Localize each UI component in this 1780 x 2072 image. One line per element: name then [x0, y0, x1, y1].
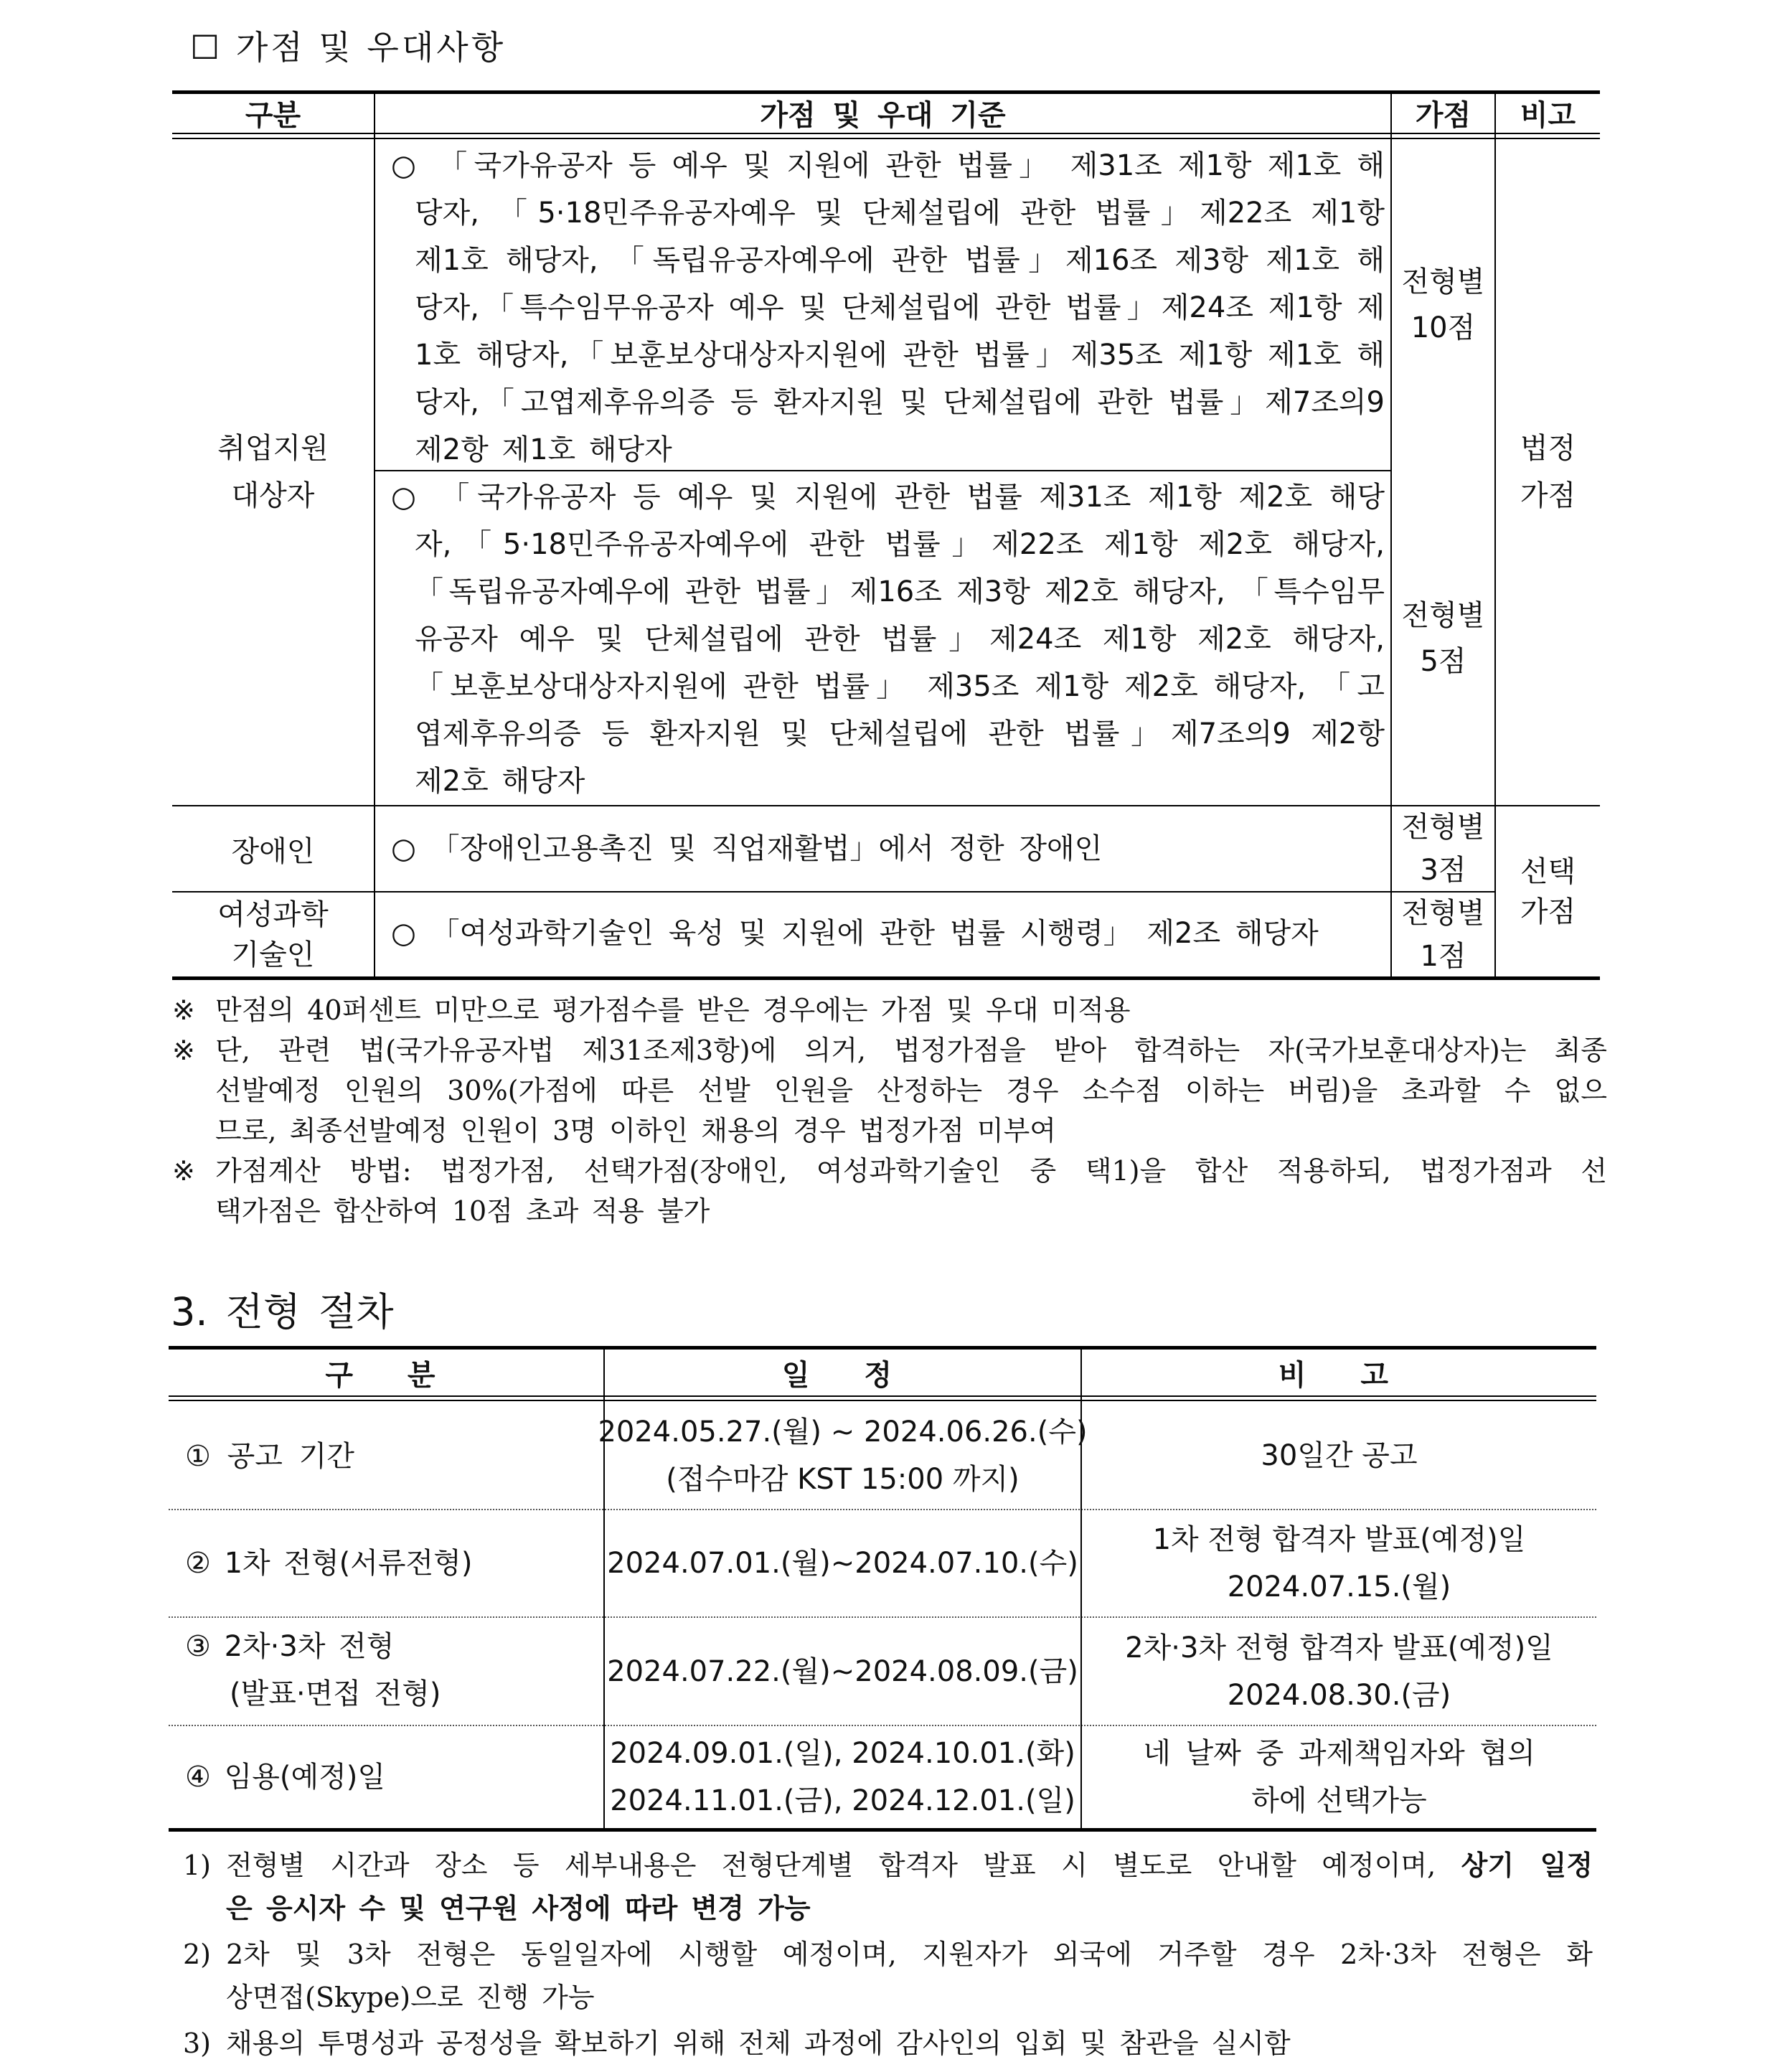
- note-line: 택가점은 합산하여 10점 초과 적용 불가: [215, 1195, 710, 1227]
- procedure-heading: 3. 전형 절차: [171, 1289, 394, 1334]
- criteria-line: 제2호 해당자: [415, 765, 585, 798]
- note-line: 가점계산 방법: 법정가점, 선택가점(장애인, 여성과학기술인 중 택1)을 합산 적용하되, 법정가점과 선: [215, 1155, 1607, 1187]
- category-disabled: 장애인: [231, 834, 315, 868]
- note-line: 2차 및 3차 전형은 동일일자에 시행할 예정이며, 지원자가 외국에 거주할 경우 2차·3차 전형은 화: [226, 1939, 1593, 1970]
- remark-document-screening: [1082, 1510, 1596, 1616]
- remark-line: 2024.08.30.(금): [1227, 1678, 1451, 1712]
- points-employment-1: [1392, 139, 1494, 471]
- note-line: 단, 관련 법(국가유공자법 제31조제3항)에 의거, 법정가점을 받아 합격하는 자(국가보훈대상자)는 최종: [215, 1035, 1607, 1066]
- points-line: 전형별: [1401, 265, 1485, 298]
- remark-line: 30일간 공고: [1261, 1439, 1418, 1472]
- schedule-appointment: [605, 1726, 1080, 1828]
- schedule-document-screening: [605, 1510, 1080, 1616]
- points-line: 5점: [1420, 644, 1466, 678]
- note-emphasis: 상기 일정: [1461, 1849, 1593, 1881]
- points-line: 전형별: [1401, 598, 1485, 632]
- note-mark: ※: [172, 1155, 195, 1187]
- remark-announcement: [1082, 1403, 1596, 1509]
- points-line: 1점: [1420, 939, 1466, 973]
- note-mark: ※: [172, 1035, 195, 1066]
- category-women-science: [172, 893, 374, 976]
- section-heading: ☐ 가점 및 우대사항: [190, 28, 507, 67]
- remark-line: 하에 선택가능: [1251, 1784, 1427, 1817]
- criteria-line: 엽제후유의증 등 환자지원 및 단체설립에 관한 법률」제7조의9 제2항: [415, 717, 1385, 750]
- stage-document-screening: ② 1차 전형(서류전형): [185, 1547, 473, 1580]
- criteria-line: 당자,「고엽제후유의증 등 환자지원 및 단체설립에 관한 법률」제7조의9: [415, 386, 1385, 419]
- criteria-line: 제2항 제1호 해당자: [415, 433, 672, 466]
- note-line: 가점: [1520, 479, 1576, 512]
- criteria-line: 「보훈보상대상자지원에 관한 법률」 제35조 제1항 제2호 해당자, 「고: [415, 670, 1385, 703]
- note-statutory-bonus: [1496, 139, 1600, 805]
- criteria-line: 유공자 예우 및 단체설립에 관한 법률」제24조 제1항 제2호 해당자,: [415, 623, 1385, 656]
- schedule-line: 2024.09.01.(일), 2024.10.01.(화): [610, 1737, 1075, 1770]
- category-employment-support: [172, 139, 374, 805]
- note-number: 3): [183, 2028, 212, 2059]
- note-line: 상면접(Skype)으로 진행 가능: [226, 1982, 595, 2013]
- header-points: 가점: [1415, 98, 1471, 132]
- remark-appointment: [1082, 1726, 1596, 1828]
- schedule-line: 2024.07.01.(월)~2024.07.10.(수): [607, 1547, 1078, 1580]
- stage-line: ③ 2차·3차 전형: [185, 1630, 395, 1663]
- note-line: 채용의 투명성과 공정성을 확보하기 위해 전체 과정에 감사인의 입회 및 참관을 실시함: [226, 2028, 1291, 2059]
- schedule-line: 2024.11.01.(금), 2024.12.01.(일): [610, 1784, 1075, 1817]
- note-line: [226, 1844, 1593, 1887]
- schedule-line: 2024.05.27.(월) ~ 2024.06.26.(수): [598, 1416, 1088, 1449]
- criteria-line: 「독립유공자예우에 관한 법률」제16조 제3항 제2호 해당자, 「특수임무: [415, 575, 1385, 608]
- schedule-interview: [605, 1618, 1080, 1725]
- criteria-disabled: ○ 「장애인고용촉진 및 직업재활법」에서 정한 장애인: [391, 832, 1103, 865]
- note-line: 가점: [1520, 895, 1576, 928]
- points-line: 전형별: [1401, 896, 1485, 930]
- header-schedule: 일 정: [781, 1358, 904, 1392]
- note-line: 므로, 최종선발예정 인원이 3명 이하인 채용의 경우 법정가점 미부여: [215, 1115, 1057, 1146]
- criteria-women-science: ○ 「여성과학기술인 육성 및 지원에 관한 법률 시행령」 제2조 해당자: [391, 917, 1319, 950]
- remark-interview: [1082, 1618, 1596, 1725]
- criteria-line: 당자,「특수임무유공자 예우 및 단체설립에 관한 법률」제24조 제1항 제: [415, 291, 1385, 324]
- criteria-line: 당자, 「5·18민주유공자예우 및 단체설립에 관한 법률」제22조 제1항: [415, 197, 1385, 230]
- header-criteria: 가점 및 우대 기준: [760, 98, 1006, 132]
- note-text: 전형별 시간과 장소 등 세부내용은 전형단계별 합격자 발표 시 별도로 안내할 예정이며,: [226, 1850, 1461, 1881]
- note-line: 만점의 40퍼센트 미만으로 평가점수를 받은 경우에는 가점 및 우대 미적용: [215, 994, 1131, 1026]
- criteria-line: ○ 「국가유공자 등 예우 및 지원에 관한 법률 제31조 제1항 제2호 해당: [391, 481, 1385, 514]
- criteria-line: 제1호 해당자, 「독립유공자예우에 관한 법률」제16조 제3항 제1호 해: [415, 244, 1385, 277]
- schedule-line: (접수마감 KST 15:00 까지): [666, 1463, 1020, 1496]
- schedule-announcement: [598, 1403, 1088, 1509]
- header-category: 구분: [245, 98, 301, 132]
- stage-announcement: ① 공고 기간: [185, 1440, 354, 1473]
- points-employment-2: [1392, 471, 1494, 805]
- category-line: 기술인: [231, 938, 315, 971]
- points-line: 3점: [1420, 854, 1466, 887]
- stage-appointment: ④ 임용(예정)일: [185, 1761, 385, 1794]
- remark-line: 네 날짜 중 과제책임자와 협의: [1143, 1737, 1535, 1770]
- criteria-line: 1호 해당자,「보훈보상대상자지원에 관한 법률」제35조 제1항 제1호 해: [415, 339, 1385, 372]
- stage-interview: [185, 1623, 441, 1718]
- note-line: 법정: [1520, 432, 1576, 465]
- points-line: 10점: [1411, 311, 1476, 344]
- remark-line: 2024.07.15.(월): [1227, 1571, 1451, 1604]
- points-women-science: [1392, 893, 1494, 976]
- header-note: 비고: [1520, 98, 1576, 132]
- points-line: 전형별: [1401, 811, 1485, 844]
- note-optional-bonus: [1496, 806, 1600, 976]
- category-line: 여성과학: [217, 898, 329, 931]
- note-number: 2): [183, 1939, 212, 1970]
- note-number: 1): [183, 1850, 212, 1881]
- note-line: 선택: [1520, 854, 1576, 888]
- note-mark: ※: [172, 994, 195, 1026]
- remark-line: 1차 전형 합격자 발표(예정)일: [1152, 1523, 1526, 1556]
- criteria-line: 자,「5·18민주유공자예우에 관한 법률」제22조 제1항 제2호 해당자,: [415, 528, 1385, 561]
- note-line: 선발예정 인원의 30%(가점에 따른 선발 인원을 산정하는 경우 소수점 이하는 버림)을 초과할 수 없으: [215, 1075, 1607, 1106]
- note-emphasis-line: 은 응시자 수 및 연구원 사정에 따라 변경 가능: [226, 1892, 811, 1924]
- remark-line: 2차·3차 전형 합격자 발표(예정)일: [1125, 1631, 1553, 1664]
- category-line: 취업지원: [217, 432, 329, 465]
- stage-line: (발표·면접 전형): [230, 1677, 441, 1710]
- category-line: 대상자: [231, 479, 315, 512]
- header-remark: 비 고: [1278, 1358, 1400, 1392]
- schedule-line: 2024.07.22.(월)~2024.08.09.(금): [607, 1654, 1078, 1688]
- criteria-line: ○ 「국가유공자 등 예우 및 지원에 관한 법률」 제31조 제1항 제1호 해: [391, 149, 1385, 182]
- points-disabled: [1392, 806, 1494, 891]
- header-stage: 구 분: [325, 1358, 447, 1392]
